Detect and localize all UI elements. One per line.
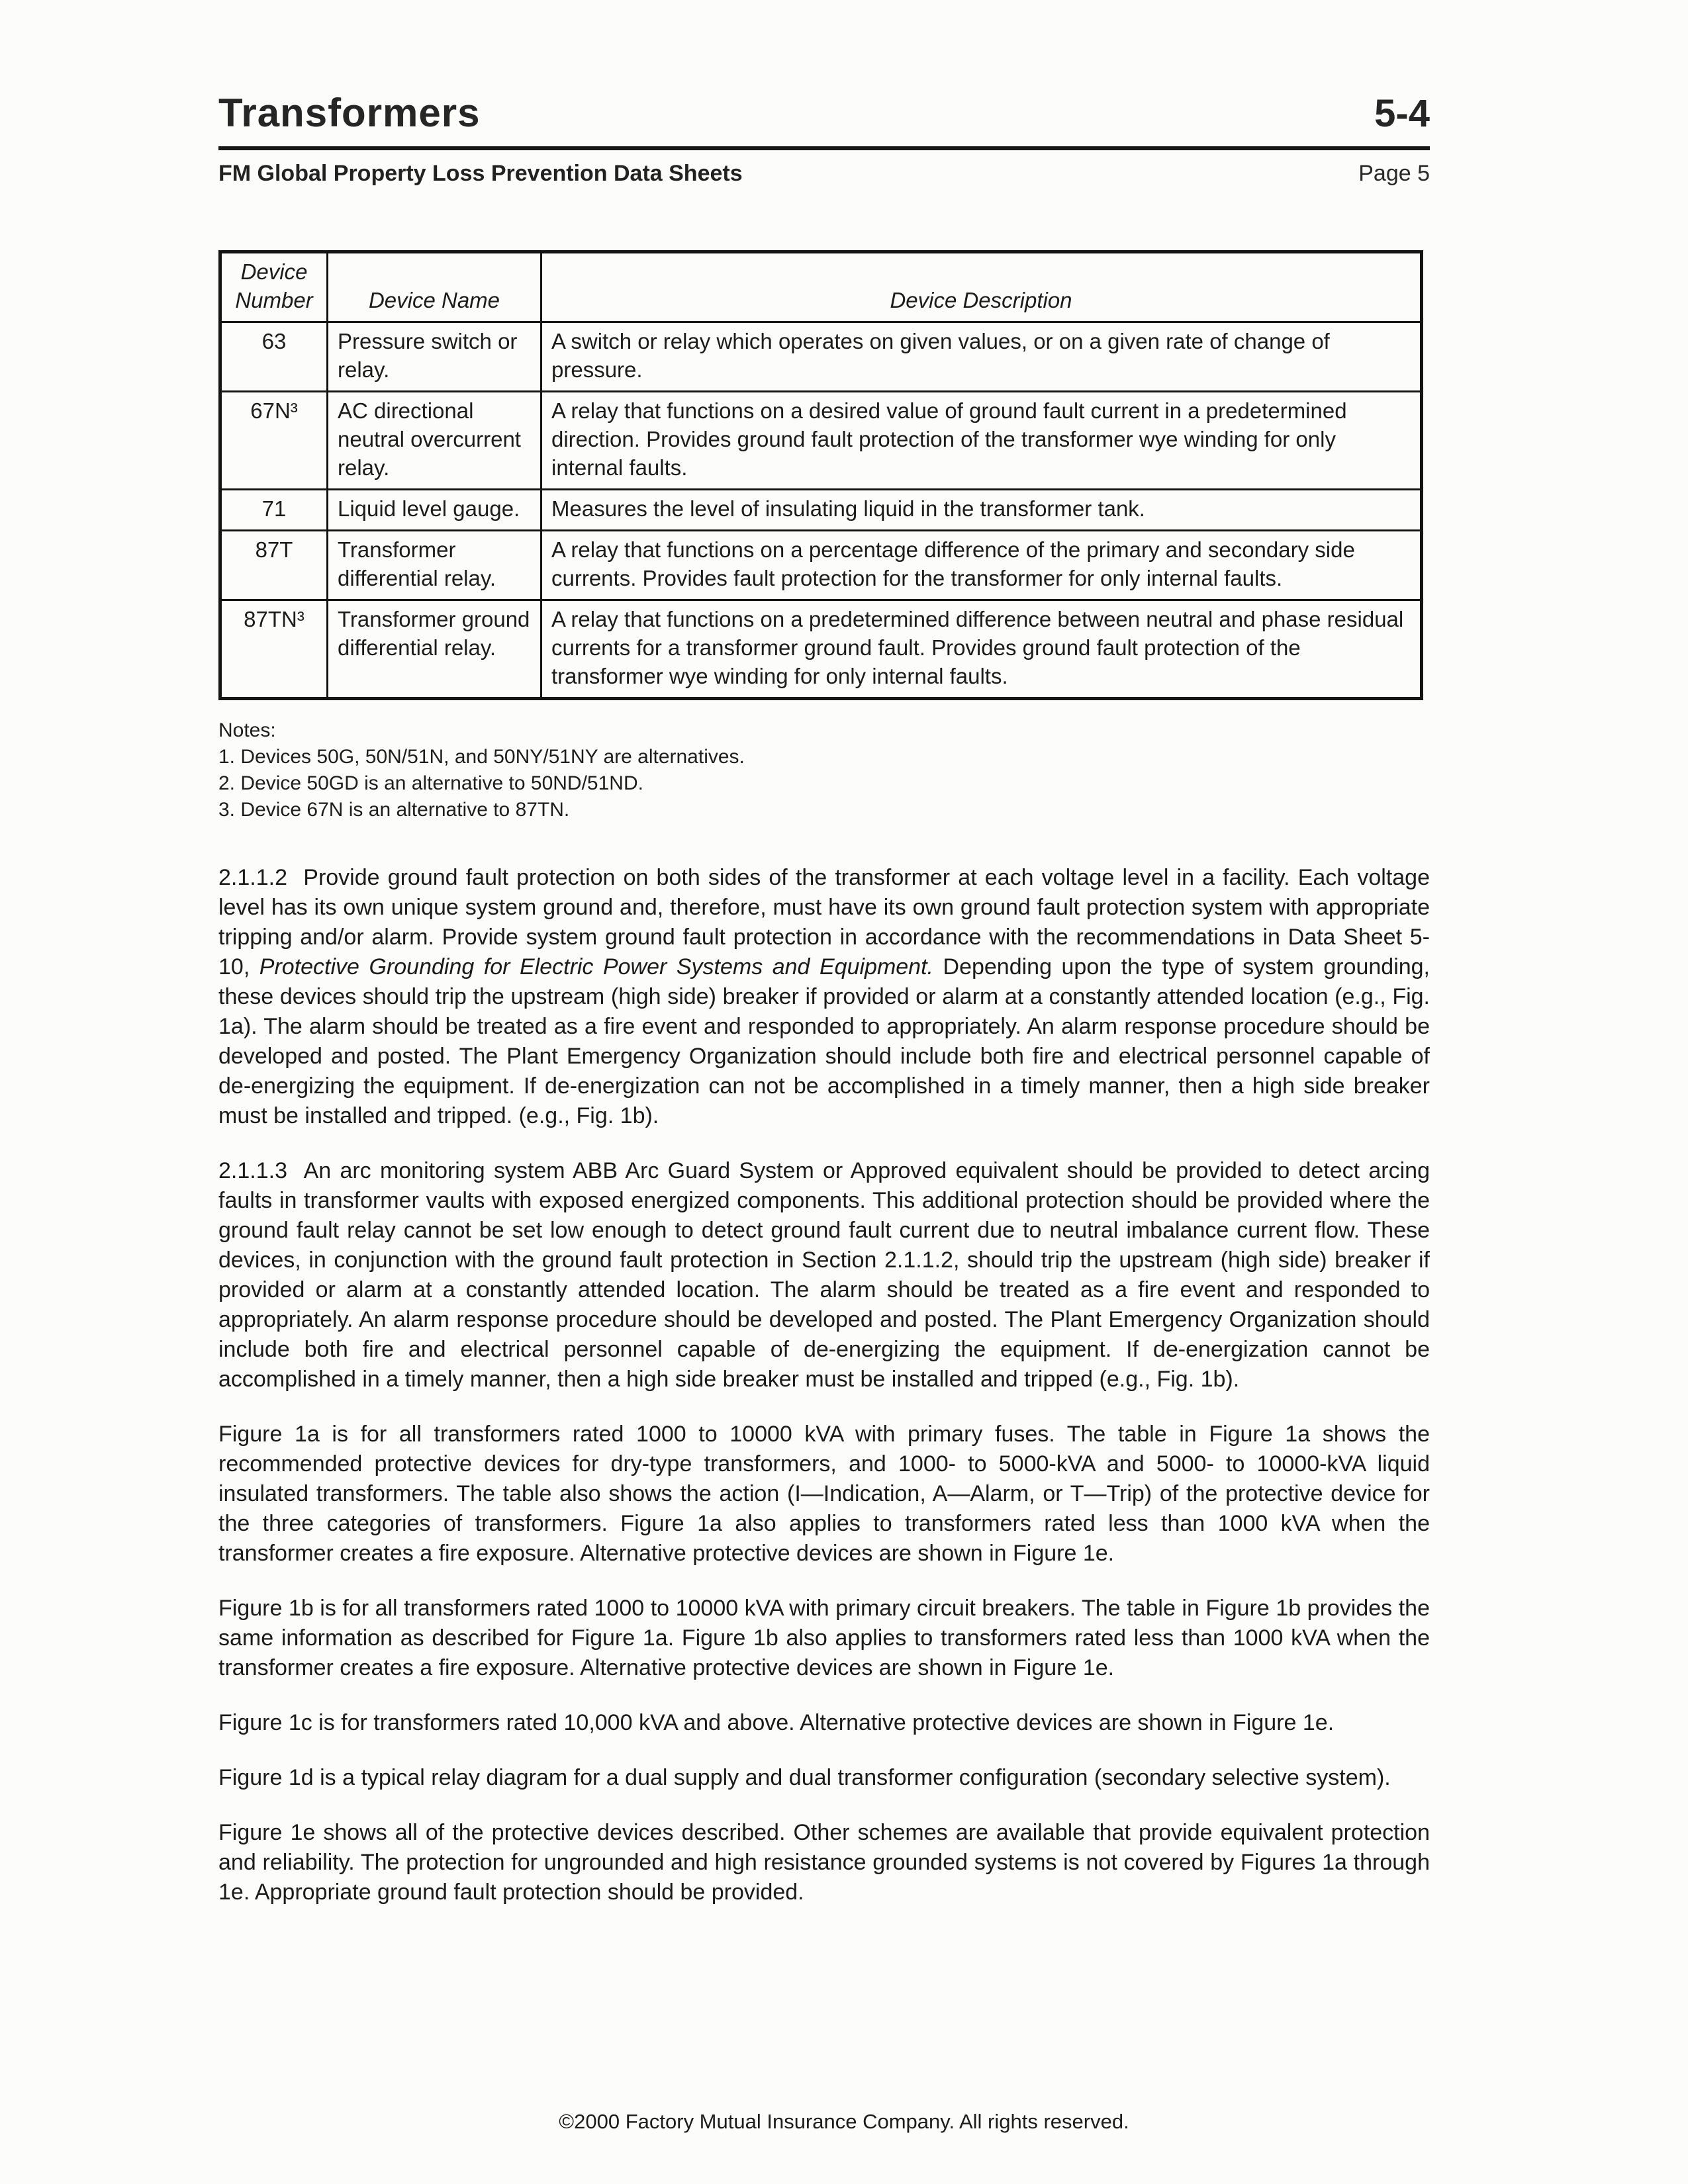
device-description-cell: A relay that functions on a percentage difference of the primary and secondary side currents. Provides fault protection for the transformer for only internal faults. <box>541 531 1422 600</box>
device-description-cell: A relay that functions on a predetermined difference between neutral and phase residual currents for a transformer ground fault. Provides ground fault protection of the transformer wye winding for only internal faults. <box>541 600 1422 699</box>
header-rule <box>218 146 1430 150</box>
notes-label: Notes: <box>218 719 276 741</box>
device-table <box>218 250 1423 700</box>
device-name-cell: AC directional neutral overcurrent relay. <box>328 392 541 490</box>
device-name-cell: Transformer ground differential relay. <box>328 600 541 699</box>
device-table-body <box>220 322 1422 699</box>
datasheet-5-10-title: Protective Grounding for Electric Power Systems and Equipment. <box>259 954 933 979</box>
device-description-cell: A switch or relay which operates on given values, or on a given rate of change of pressure. <box>541 322 1422 392</box>
body-text <box>218 863 1430 1907</box>
document-subtitle: FM Global Property Loss Prevention Data Sheets <box>218 161 743 186</box>
paragraph-2-1-1-2-text: 2.1.1.2 Provide ground fault protection on both sides of the transformer at each voltage level in a facility. Each voltage level has its own unique system ground and, therefore, must have its own ground fault protection system with appropriate tripping and/or alarm. Provide system ground fault protection in accordance with the recommendations in Data Sheet 5-10, <box>218 865 1430 979</box>
table-row <box>220 392 1422 490</box>
notes-section <box>218 717 1430 823</box>
paragraph-figure-1c: Figure 1c is for transformers rated 10,000 kVA and above. Alternative protective devices are shown in Figure 1e. <box>218 1710 1335 1735</box>
column-header-device-description: Device Description <box>541 252 1422 322</box>
device-name-cell: Pressure switch or relay. <box>328 322 541 392</box>
paragraph-figure-1d: Figure 1d is a typical relay diagram for a dual supply and dual transformer configuration (secondary selective system). <box>218 1765 1391 1790</box>
page-title: Transformers <box>218 91 481 135</box>
datasheet-number: 5-4 <box>1374 92 1430 135</box>
paragraph-2-1-1-2-text-cont: Depending upon the type of system grounding, these devices should trip the upstream (high side) breaker if provided or alarm at a constantly attended location (e.g., Fig. 1a). The alarm should be treated as a fire event and responded to appropriately. An alarm response procedure should be developed and posted. The Plant Emergency Organization should include both fire and electrical personnel capable of de-energizing the equipment. If de-energization can not be accomplished in a timely manner, then a high side breaker must be installed and tripped. (e.g., Fig. 1b). <box>218 954 1430 1128</box>
device-name-cell: Liquid level gauge. <box>328 490 541 531</box>
page-header <box>218 0 1430 187</box>
device-number-cell: 87T <box>220 531 328 600</box>
title-row <box>218 0 1430 136</box>
column-header-device-name: Device Name <box>328 252 541 322</box>
device-description-cell: Measures the level of insulating liquid in the transformer tank. <box>541 490 1422 531</box>
device-number-cell: 63 <box>220 322 328 392</box>
copyright-notice: ©2000 Factory Mutual Insurance Company. All rights reserved. <box>559 2110 1129 2133</box>
page-content <box>218 0 1430 1907</box>
paragraph-figure-1a: Figure 1a is for all transformers rated 1000 to 10000 kVA with primary fuses. The table in Figure 1a shows the recommended protective devices for dry-type transformers, and 1000- to 5000-kVA and 5000- to 10000-kVA liquid insulated transformers. The table also shows the action (I—Indication, A—Alarm, or T—Trip) of the protective device for the three categories of transformers. Figure 1a also applies to transformers rated less than 1000 kVA when the transformer creates a fire exposure. Alternative protective devices are shown in Figure 1e. <box>218 1422 1430 1566</box>
header-row <box>220 252 1422 322</box>
note-item: 1. Devices 50G, 50N/51N, and 50NY/51NY are alternatives. <box>218 746 745 768</box>
page-number: Page 5 <box>1358 161 1430 186</box>
device-description-cell: A relay that functions on a desired value of ground fault current in a predetermined direction. Provides ground fault protection of the transformer wye winding for only internal faults. <box>541 392 1422 490</box>
device-number-cell: 67N³ <box>220 392 328 490</box>
table-row <box>220 490 1422 531</box>
paragraph-2-1-1-3: 2.1.1.3 An arc monitoring system ABB Arc Guard System or Approved equivalent should be provided to detect arcing faults in transformer vaults with exposed energized components. This additional protection should be provided where the ground fault relay cannot be set low enough to detect ground fault current due to neutral imbalance current flow. These devices, in conjunction with the ground fault protection in Section 2.1.1.2, should trip the upstream (high side) breaker if provided or alarm at a constantly attended location. The alarm should be treated as a fire event and responded to appropriately. An alarm response procedure should be developed and posted. The Plant Emergency Organization should include both fire and electrical personnel capable of de-energizing the equipment. If de-energization cannot be accomplished in a timely manner, then a high side breaker must be installed and tripped (e.g., Fig. 1b). <box>218 1158 1430 1392</box>
note-item: 2. Device 50GD is an alternative to 50ND/51ND. <box>218 772 643 794</box>
device-number-cell: 87TN³ <box>220 600 328 699</box>
device-name-cell: Transformer differential relay. <box>328 531 541 600</box>
column-header-device-number: Device Number <box>220 252 328 322</box>
paragraph-2-1-1-2 <box>218 863 1430 1131</box>
paragraph-figure-1b: Figure 1b is for all transformers rated 1000 to 10000 kVA with primary circuit breakers. The table in Figure 1b provides the same information as described for Figure 1a. Figure 1b also applies to transformers rated less than 1000 kVA when the transformer creates a fire exposure. Alternative protective devices are shown in Figure 1e. <box>218 1596 1430 1680</box>
table-row <box>220 531 1422 600</box>
page-footer <box>0 2110 1688 2134</box>
paragraph-figure-1e: Figure 1e shows all of the protective devices described. Other schemes are available that provide equivalent protection and reliability. The protection for ungrounded and high resistance grounded systems is not covered by Figures 1a through 1e. Appropriate ground fault protection should be provided. <box>218 1820 1430 1905</box>
subtitle-row <box>218 161 1430 187</box>
table-row <box>220 322 1422 392</box>
note-item: 3. Device 67N is an alternative to 87TN. <box>218 799 570 821</box>
device-number-cell: 71 <box>220 490 328 531</box>
table-row <box>220 600 1422 699</box>
device-table-header <box>220 252 1422 322</box>
